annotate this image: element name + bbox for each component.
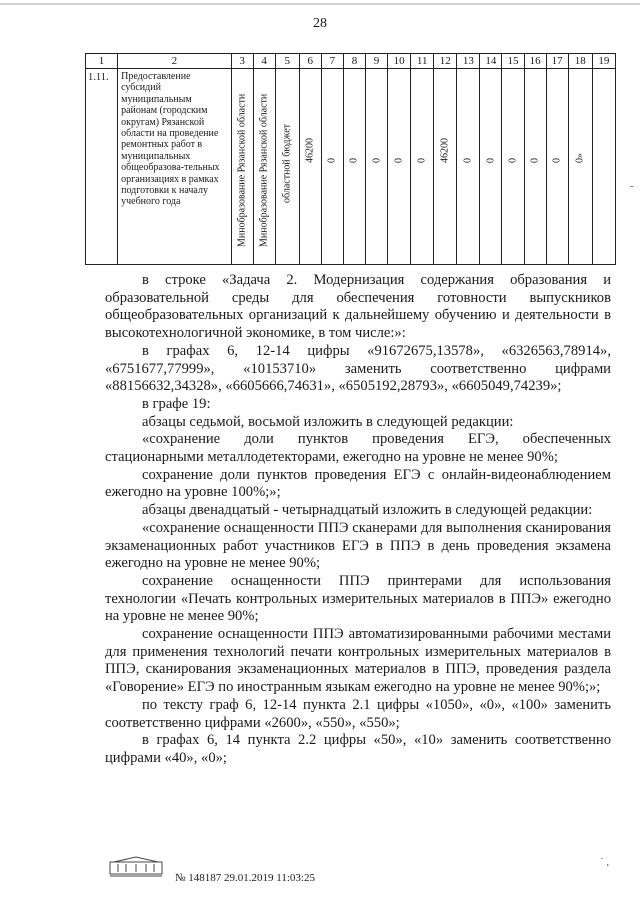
header-cell: 8: [343, 54, 365, 69]
header-cell: 7: [321, 54, 343, 69]
value-col16: 0: [529, 158, 541, 163]
row-description: Предоставление субсидий муниципальным районам (городским округам) Рязанской области на проведение ремонтных работ в муниципальных общеобразова-тельных организациях в рамках подготовки к началу учебного года: [118, 69, 231, 265]
paragraph: в графе 19:: [142, 395, 211, 412]
header-cell: 9: [366, 54, 388, 69]
paragraph: по тексту граф 6, 12-14 пункта 2.1 цифры «1050», «0», «100» заменить соответственно цифрами «2600», «550», «550»;: [105, 696, 611, 731]
cell-col13: [457, 69, 480, 265]
header-cell: 5: [275, 54, 299, 69]
paragraph: сохранение оснащенности ППЭ принтерами для использования технологии «Печать контрольных измерительных материалов в ППЭ» ежегодно на уровне не менее 90%;: [105, 572, 611, 625]
scan-top-edge: [0, 3, 640, 5]
cell-col16: [524, 69, 546, 265]
header-cell: 12: [434, 54, 457, 69]
document-registration: № 148187 29.01.2019 11:03:25: [175, 872, 315, 884]
cell-col9: [366, 69, 388, 265]
cell-col17: [546, 69, 568, 265]
value-col15: 0: [507, 158, 519, 163]
value-col17: 0: [551, 158, 563, 163]
cell-col15: [502, 69, 524, 265]
paragraph: в графах 6, 12-14 цифры «91672675,13578», «6326563,78914», «6751677,77999», «10153710» заменить соответственно цифрами «88156632,34328», «6605666,74631», «6505192,28793», «6605049,74239»;: [105, 342, 611, 395]
cell-col12: [434, 69, 457, 265]
row-number: 1.11.: [86, 69, 118, 265]
paragraph: сохранение оснащенности ППЭ автоматизированными рабочими местами для применения технологий печати контрольных измерительных материалов в ППЭ, сканирования экзаменационных материалов в ППЭ, проведения раздела «Говорение» ЕГЭ по иностранным языкам ежегодно на уровне не менее 90%;»;: [105, 626, 611, 696]
header-cell: 4: [253, 54, 275, 69]
cell-col4: [253, 69, 275, 265]
cell-col3: [231, 69, 253, 265]
value-col11: 0: [416, 158, 428, 163]
cell-col6: [299, 69, 321, 265]
data-table: [85, 53, 616, 265]
value-col6: 46200: [304, 138, 316, 163]
cell-col10: [388, 69, 411, 265]
cell-col7: [321, 69, 343, 265]
table-row: [86, 69, 616, 265]
header-cell: 16: [524, 54, 546, 69]
page-number: 28: [313, 16, 327, 31]
header-cell: 10: [388, 54, 411, 69]
header-cell: 3: [231, 54, 253, 69]
paragraph: абзацы двенадцатый - четырнадцатый изложить в следующей редакции:: [142, 502, 593, 519]
paragraph: в строке «Задача 2. Модернизация содержания образования и образовательной среды для обеспечения готовности выпускников общеобразовательных организаций к дальнейшему обучению и деятельности в высокотехнологичной экономике, в том числе:»:: [105, 272, 611, 342]
cell-col5: [275, 69, 299, 265]
header-cell: 15: [502, 54, 524, 69]
value-col8: 0: [348, 158, 360, 163]
value-col14: 0: [485, 158, 497, 163]
cell-col14: [480, 69, 502, 265]
header-cell: 19: [592, 54, 615, 69]
responsible-executor: Минобразование Рязанской области: [236, 93, 248, 247]
value-col12: 46200: [439, 138, 451, 163]
document-body: [105, 272, 611, 768]
scan-mark: -: [630, 180, 634, 192]
cell-col11: [411, 69, 434, 265]
header-cell: 14: [480, 54, 502, 69]
value-col9: 0: [371, 158, 383, 163]
header-cell: 1: [86, 54, 118, 69]
registry-stamp-icon: [108, 856, 164, 878]
value-col18: 0»: [574, 153, 586, 163]
scan-mark: ˙ ,: [600, 856, 610, 868]
co-executor: Минобразование Рязанской области: [258, 93, 270, 247]
cell-col19: [592, 69, 615, 265]
value-col7: 0: [326, 158, 338, 163]
paragraph: абзацы седьмой, восьмой изложить в следующей редакции:: [142, 413, 514, 430]
header-cell: 6: [299, 54, 321, 69]
header-cell: 11: [411, 54, 434, 69]
cell-col8: [343, 69, 365, 265]
header-cell: 2: [118, 54, 231, 69]
paragraph: сохранение доли пунктов проведения ЕГЭ с онлайн-видеонаблюдением ежегодно на уровне 100%;»;: [105, 466, 611, 501]
paragraph: «сохранение доли пунктов проведения ЕГЭ, обеспеченных стационарными металлодетекторами, ежегодно на уровне не менее 90%;: [105, 431, 611, 466]
funding-source: областной бюджет: [281, 123, 293, 203]
header-cell: 13: [457, 54, 480, 69]
value-col13: 0: [462, 158, 474, 163]
header-cell: 17: [546, 54, 568, 69]
paragraph: «сохранение оснащенности ППЭ сканерами для выполнения сканирования экзаменационных работ участников ЕГЭ в ППЭ в день проведения экзамена ежегодно на уровне не менее 90%;: [105, 519, 611, 572]
cell-col18: [568, 69, 592, 265]
value-col10: 0: [393, 158, 405, 163]
header-cell: 18: [568, 54, 592, 69]
paragraph: в графах 6, 14 пункта 2.2 цифры «50», «10» заменить соответственно цифрами «40», «0»;: [105, 732, 611, 766]
table-header-row: [86, 54, 616, 69]
